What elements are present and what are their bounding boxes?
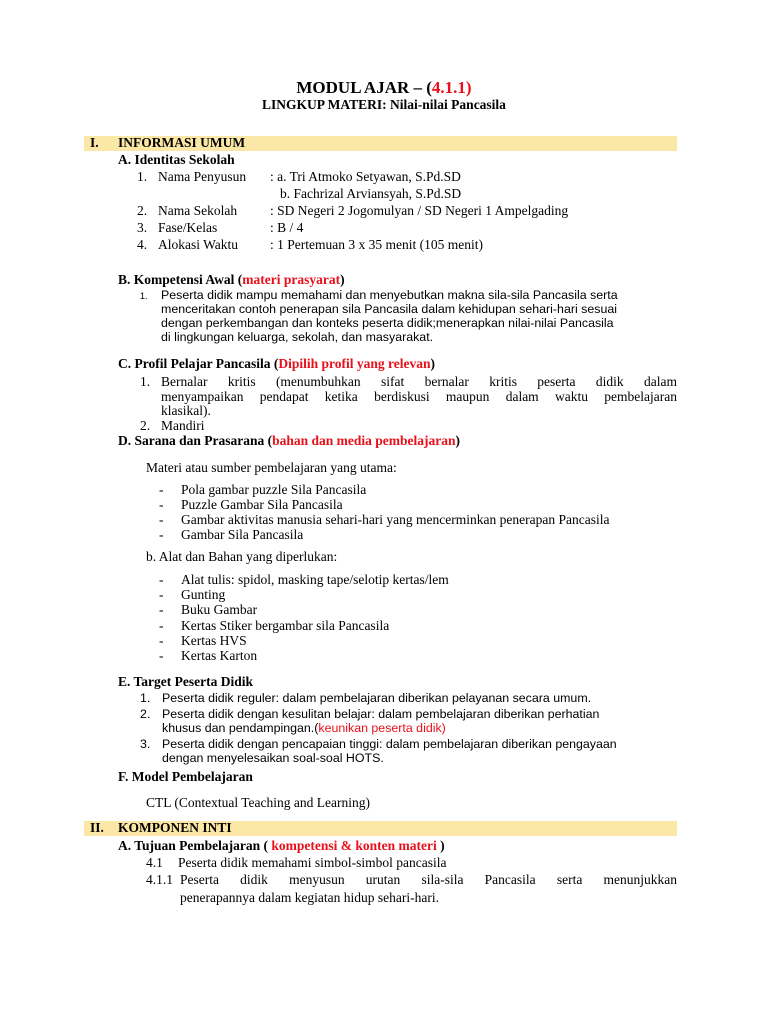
identity-row-value: b. Fachrizal Arviansyah, S.Pd.SD — [280, 186, 462, 201]
identity-row-value: : 1 Pertemuan 3 x 35 menit (105 menit) — [270, 237, 483, 252]
subsection-a-heading: A. Identitas Sekolah — [118, 152, 235, 167]
heading-note: kompetensi & konten materi — [271, 838, 437, 853]
heading-note: Dipilih profil yang relevan — [278, 356, 431, 371]
list-item: Peserta didik dengan kesulitan belajar: dalam pembelajaran diberikan perhatian — [162, 707, 600, 721]
list-item: Pola gambar puzzle Sila Pancasila — [181, 482, 367, 497]
list-item: Peserta didik reguler: dalam pembelajaran diberikan pelayanan secara umum. — [162, 691, 592, 705]
subsection-b-heading — [118, 272, 345, 288]
paragraph-line: klasikal). — [161, 403, 211, 418]
identity-row-label: Alokasi Waktu — [158, 237, 239, 252]
list-dash: - — [159, 648, 164, 663]
objective-text: Peserta didik menyusun urutan sila-sila Pancasila serta menunjukkan — [180, 872, 677, 887]
objective-number: 4.1 — [146, 855, 163, 870]
identity-row-label: Nama Sekolah — [158, 203, 238, 218]
heading-text-end: ) — [436, 838, 445, 853]
paragraph-line: menceritakan contoh penerapan sila Pancasila dalam kehidupan sehari-hari sesuai — [161, 302, 617, 316]
list-item: Mandiri — [161, 418, 205, 433]
objective-text-continued: penerapannya dalam kegiatan hidup sehari-hari. — [180, 890, 440, 905]
heading-text-end: ) — [340, 272, 345, 287]
subsection-f-heading: F. Model Pembelajaran — [118, 769, 253, 784]
objective-text: Peserta didik memahami simbol-simbol pancasila — [178, 855, 447, 870]
tools-intro: b. Alat dan Bahan yang diperlukan: — [146, 549, 338, 564]
section-1-number: I. — [90, 135, 99, 150]
list-item: Kertas HVS — [181, 633, 247, 648]
list-item: Kertas Karton — [181, 648, 258, 663]
list-dash: - — [159, 497, 164, 512]
subsection-a2-heading — [118, 838, 445, 854]
list-item-number: 3. — [140, 737, 151, 751]
heading-text: C. Profil Pelajar Pancasila ( — [118, 356, 279, 371]
list-dash: - — [159, 618, 164, 633]
heading-text-end: ) — [430, 356, 436, 371]
heading-text: B. Kompetensi Awal ( — [118, 272, 243, 287]
list-item: Alat tulis: spidol, masking tape/selotip kertas/lem — [181, 572, 449, 587]
paragraph-line: Peserta didik mampu memahami dan menyebutkan makna sila-sila Pancasila serta — [161, 288, 618, 302]
list-dash: - — [159, 633, 164, 648]
section-2-title: KOMPONEN INTI — [118, 820, 232, 835]
list-item: Peserta didik dengan pencapaian tinggi: dalam pembelajaran diberikan pengayaan — [162, 737, 617, 751]
identity-row-value: : SD Negeri 2 Jogomulyan / SD Negeri 1 Ampelgading — [270, 203, 569, 218]
identity-row-num: 1. — [137, 169, 148, 184]
identity-row-label: Fase/Kelas — [158, 220, 218, 235]
list-dash: - — [159, 482, 164, 497]
heading-note: materi prasyarat — [242, 272, 341, 287]
identity-row-num: 3. — [137, 220, 148, 235]
identity-row-label: Nama Penyusun — [158, 169, 247, 184]
list-dash: - — [159, 512, 164, 527]
list-item: Gambar aktivitas manusia sehari-hari yang mencerminkan penerapan Pancasila — [181, 512, 610, 527]
section-1-title: INFORMASI UMUM — [118, 135, 246, 150]
list-item: Buku Gambar — [181, 602, 258, 617]
title-code: 4.1.1) — [431, 78, 472, 97]
heading-text: D. Sarana dan Prasarana ( — [118, 433, 273, 448]
identity-row-num: 4. — [137, 237, 148, 252]
list-dash: - — [159, 527, 164, 542]
paragraph-line: di lingkungan keluarga, sekolah, dan masyarakat. — [161, 330, 434, 344]
subsection-c-heading — [118, 356, 435, 372]
model-value: CTL (Contextual Teaching and Learning) — [146, 795, 370, 810]
heading-note: bahan dan media pembelajaran — [272, 433, 456, 448]
title-prefix: MODUL AJAR – ( — [296, 78, 432, 97]
identity-row-value: : B / 4 — [270, 220, 304, 235]
list-item-number: 1. — [140, 374, 151, 389]
heading-text: A. Tujuan Pembelajaran ( — [118, 838, 272, 853]
paragraph-line: menyampaikan pendapat ketika berdiskusi maupun dalam waktu pembelajaran — [161, 389, 677, 404]
list-item-continued — [162, 721, 446, 735]
subsection-d-heading — [118, 433, 460, 449]
list-item: Gambar Sila Pancasila — [181, 527, 304, 542]
list-item-number: 2. — [140, 418, 151, 433]
text: khusus dan pendampingan.( — [162, 721, 319, 735]
list-item-number: 1. — [140, 291, 148, 301]
page-title — [0, 78, 768, 98]
materials-intro: Materi atau sumber pembelajaran yang utama: — [146, 460, 397, 475]
section-2-number: II. — [90, 820, 104, 835]
list-dash: - — [159, 572, 164, 587]
list-dash: - — [159, 602, 164, 617]
page-subtitle: LINGKUP MATERI: Nilai-nilai Pancasila — [262, 97, 506, 112]
list-item: Kertas Stiker bergambar sila Pancasila — [181, 618, 390, 633]
note: keunikan peserta didik) — [318, 721, 446, 735]
paragraph-line: dengan perkembangan dan konteks peserta didik;menerapkan nilai-nilai Pancasila — [161, 316, 614, 330]
list-item-number: 2. — [140, 707, 151, 721]
identity-row-value: : a. Tri Atmoko Setyawan, S.Pd.SD — [270, 169, 461, 184]
list-item: Puzzle Gambar Sila Pancasila — [181, 497, 343, 512]
list-item-number: 1. — [140, 691, 151, 705]
list-dash: - — [159, 587, 164, 602]
objective-number: 4.1.1 — [146, 872, 173, 887]
subsection-e-heading: E. Target Peserta Didik — [118, 674, 253, 689]
paragraph-line: Bernalar kritis (menumbuhkan sifat bernalar kritis peserta didik dalam — [161, 374, 677, 389]
list-item: Gunting — [181, 587, 226, 602]
identity-row-num: 2. — [137, 203, 148, 218]
heading-text-end: ) — [455, 433, 461, 448]
list-item-continued: dengan menyelesaikan soal-soal HOTS. — [162, 751, 384, 765]
